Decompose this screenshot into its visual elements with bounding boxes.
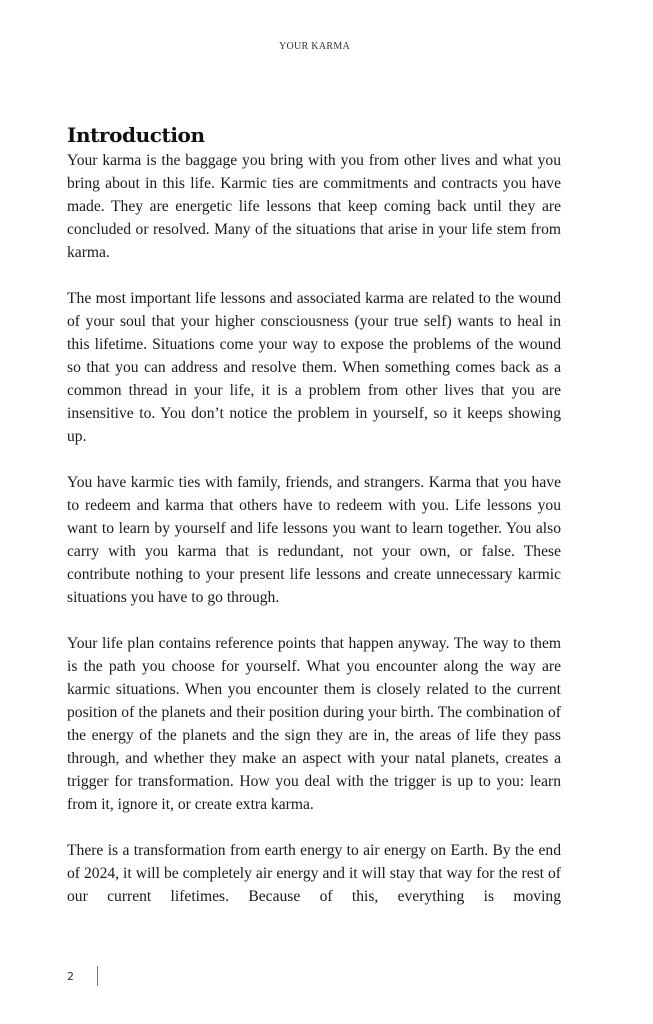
body-paragraph: Your life plan contains reference points that happen anyway. The way to them is the path you choose for yourself. What you encounter along the way are karmic situations. When you encounter them is closely related to the current position of the planets and their position during your birth. The combination of the energy of the planets and the sign they are in, the areas of life they pass through, and whether they make an aspect with your natal planets, creates a trigger for transformation. How you deal with the trigger is up to you: learn from it, ignore it, or create extra karma. (67, 635, 561, 813)
body-paragraph: Your karma is the baggage you bring with you from other lives and what you bring about in this life. Karmic ties are commitments and contracts you have made. They are energetic life lessons that keep coming back until they are concluded or resolved. Many of the situations that arise in your life stem from karma. (67, 152, 561, 261)
body-paragraph: The most important life lessons and associated karma are related to the wound of your soul that your higher consciousness (your true self) wants to heal in this lifetime. Situations come your way to expose the problems of the wound so that you can address and resolve them. When something comes back as a common thread in your life, it is a problem from other lives that you are insensitive to. You don’t notice the problem in yourself, so it keeps showing up. (67, 290, 561, 445)
footer-divider (97, 966, 98, 986)
running-header: YOUR KARMA (278, 41, 351, 52)
page-footer (67, 966, 98, 986)
section-title: Introduction (67, 123, 205, 147)
body-paragraph: There is a transformation from earth energy to air energy on Earth. By the end of 2024, it will be completely air energy and it will stay that way for the rest of our current lifetimes. Because of this, everything is moving (67, 842, 561, 905)
page-number: 2 (67, 969, 74, 983)
page-content (67, 121, 561, 931)
body-paragraph: You have karmic ties with family, friends, and strangers. Karma that you have to redeem and karma that others have to redeem with you. Life lessons you want to learn by yourself and life lessons you want to learn together. You also carry with you karma that is redundant, not your own, or false. These contribute nothing to your present life lessons and create unnecessary karmic situations you have to go through. (67, 474, 561, 606)
